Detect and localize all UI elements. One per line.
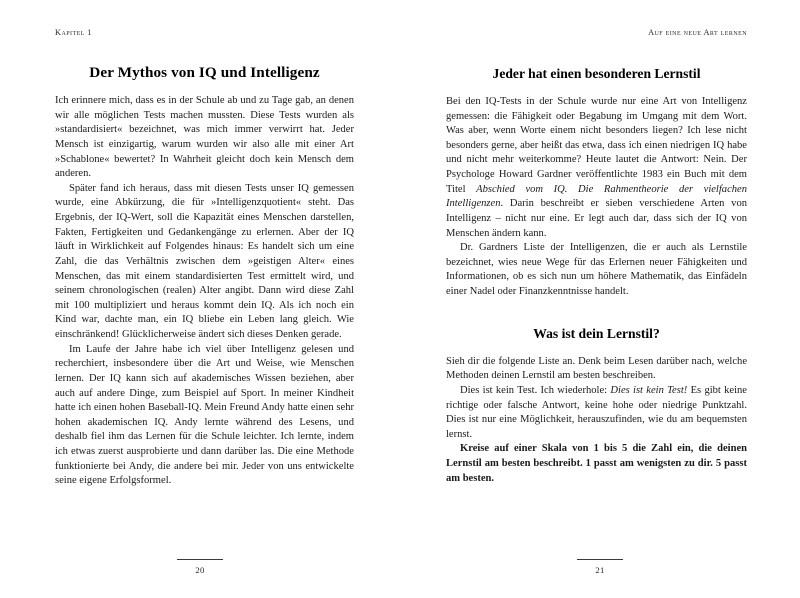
page-number: 21 — [595, 565, 605, 575]
running-head-right: Auf eine neue Art lernen — [648, 28, 747, 37]
left-body — [55, 94, 354, 489]
paragraph-text: Bei den IQ-Tests in der Schule wurde nur eine Art von Intelligenz gemessen: die Fähigkeit oder Begabung im Umgang mit dem Wort. Was aber, wenn Worte einem nicht besonders liegen? Ich lese nicht besonders gerne, aber heißt das etwa, dass ich einen niedrigen IQ habe und nicht mehr weiterkomme? Heute lautet die Antwort: Nein. Der Psychologe Howard Gardner veröffentlichte 1983 ein Buch mit dem Titel — [446, 95, 747, 195]
paragraph: Dr. Gardners Liste der Intelligenzen, die er auch als Lernstile bezeichnet, wies neue Wege für das Erlernen neuer Fähigkeiten und Informationen, ob es sich nun um höhere Mathematik, das Einfädeln einer Nadel oder Finanzkenntnisse handelt. — [446, 242, 747, 298]
emphasis-italic: Dies ist kein Test! — [610, 384, 688, 396]
section-title-lernstil: Jeder hat einen besonderen Lernstil — [492, 66, 701, 81]
paragraph — [446, 95, 747, 241]
chapter-title: Der Mythos von IQ und Intelligenz — [89, 64, 320, 81]
paragraph: Ich erinnere mich, dass es in der Schule ab und zu Tage gab, an denen wir alle möglichen Tests machen mussten. Diese Tests wurden als »standardisiert« bezeichnet, was mich immer verwirrt hat. Jeder Mensch ist einzigartig, warum wurden wir also alle mit einer Art »Schablone« bewertet? In Wahrheit gleicht doch kein Mensch dem anderen. — [55, 95, 354, 180]
paragraph — [446, 384, 747, 443]
paragraph-text: Dies ist kein Test. Ich wiederhole: — [460, 384, 611, 396]
footer-rule — [177, 559, 223, 560]
section-title-was-ist-dein-lernstil: Was ist dein Lernstil? — [533, 325, 660, 341]
page-number: 20 — [195, 565, 205, 575]
paragraph-instruction-bold: Kreise auf einer Skala von 1 bis 5 die Zahl ein, die deinen Lernstil am besten beschreibt. 1 passt am wenigsten zu dir. 5 passt am besten. — [446, 443, 747, 484]
page-footer-right — [400, 559, 800, 575]
page-footer-left — [0, 559, 400, 575]
right-body-2 — [446, 355, 747, 487]
book-title-italic: Abschied vom IQ. Die Rahmentheorie der vielfachen Intelligenzen — [446, 183, 747, 210]
paragraph: Im Laufe der Jahre habe ich viel über Intelligenz gelesen und recherchiert, insbesondere über die Art und Weise, wie Menschen lernen. Der IQ kann sich auf akademisches Wissen beziehen, aber auch auf andere Dinge, zum Beispiel auf Sport. In meiner Kindheit hatte ich einen hohen Baseball-IQ. Mein Freund Andy hatte einen sehr hohen akademischen IQ. Andy lernte während des Lesens, und deshalb fiel ihm das Lernen für die Schule leichter. Ich lernte, indem ich etwas zuerst ausprobierte und dann darüber las. Die eine Methode funktionierte bei Andy, die andere bei mir. Jeder von uns entwickelte seine eigene Erfolgsformel. — [55, 343, 354, 487]
paragraph-text-tail: Es gibt keine richtige oder falsche Antwort, keine hohe oder niedrige Punktzahl. Dies ist nur eine Möglichkeit, herauszufinden, wie du am bequemsten lernst. — [446, 384, 747, 440]
paragraph-text-tail: . Darin beschreibt er sieben verschiedene Arten von Intelligenz – nicht nur eine. Er legt auch dar, dass sich der IQ von Menschen ändern kann. — [446, 198, 747, 239]
running-head-left: Kapitel 1 — [55, 28, 92, 37]
paragraph: Sieh dir die folgende Liste an. Denk beim Lesen darüber nach, welche Methoden deinen Lernstil am besten beschreiben. — [446, 355, 747, 382]
right-body-1 — [446, 95, 747, 300]
page-right — [400, 0, 800, 598]
paragraph: Später fand ich heraus, dass mit diesen Tests unser IQ gemessen wurde, eine Abkürzung, die für »Intelligenzquotient« steht. Das Ergebnis, der IQ-Wert, soll die Kapazität eines Menschen darstellen, Fakten, Fertigkeiten und Gedankengänge zu erlernen. Aber der IQ läuft in Wirklichkeit auf Folgendes hinaus: Es handelt sich um eine Zahl, die das Verhältnis zwischen dem »geistigen Alter« eines Menschen, das mit einem standardisierten Test ermittelt wird, und seinem chronologischen (realen) Alter angibt. Dann wird diese Zahl mit 100 multipliziert und heraus kommt dein IQ. Als ich noch ein Kind war, dachte man, ein IQ bliebe ein Leben lang gleich. Wie einschränkend! Glücklicherweise ändert sich dieses Denken gerade. — [55, 182, 354, 340]
footer-rule — [577, 559, 623, 560]
